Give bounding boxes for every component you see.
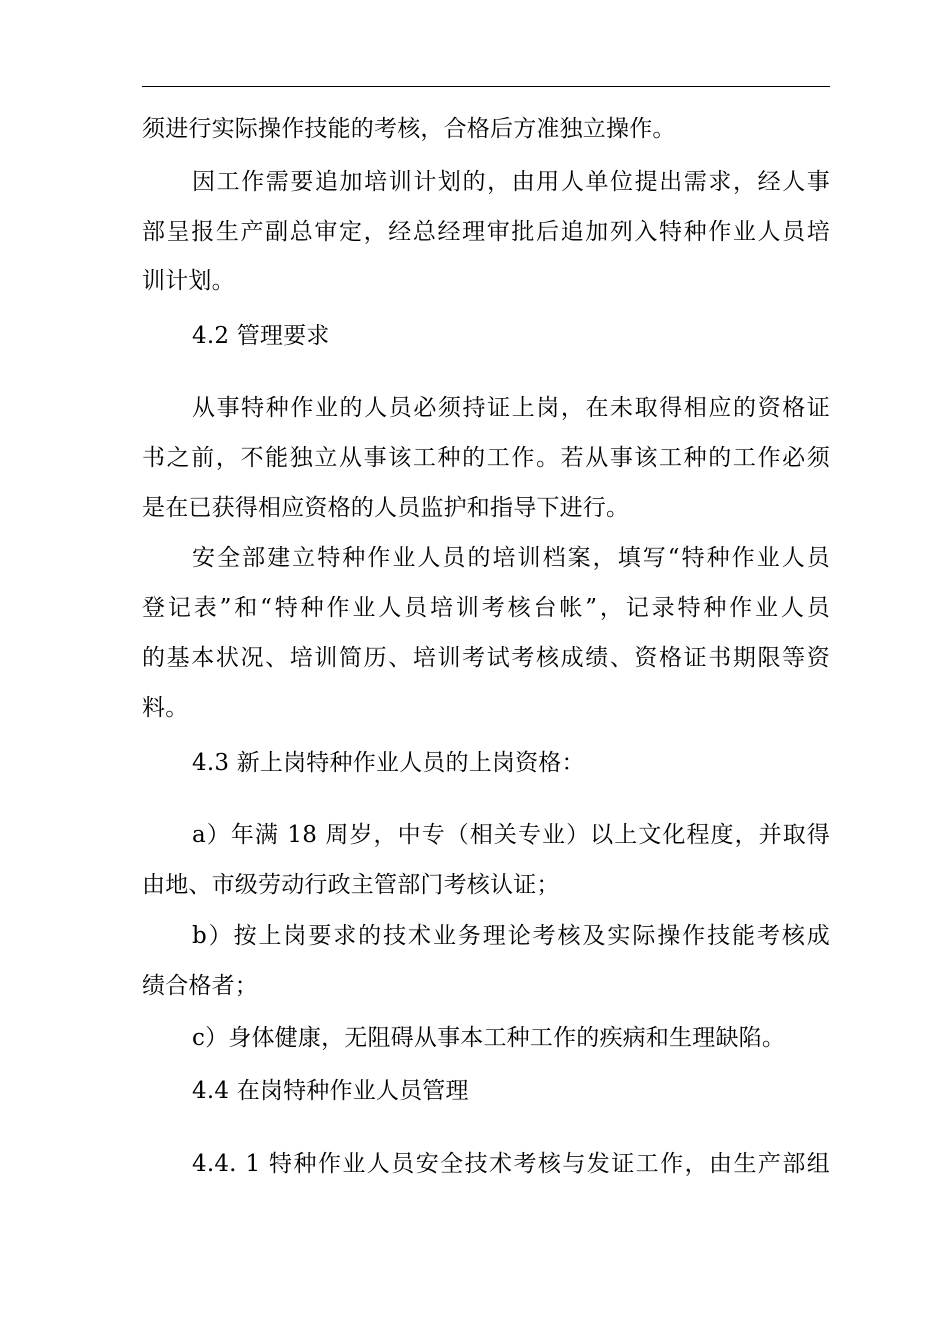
body-line: 料。	[142, 695, 189, 721]
body-line: 因工作需要追加培训计划的，由用人单位提出需求，经人事	[192, 169, 830, 195]
list-item-line: 由地、市级劳动行政主管部门考核认证；	[142, 872, 560, 898]
section-heading: 4.2 管理要求	[192, 323, 330, 349]
body-line: 从事特种作业的人员必须持证上岗，在未取得相应的资格证	[192, 395, 830, 421]
body-line: 训计划。	[142, 268, 235, 294]
header-rule	[142, 86, 830, 87]
body-line: 安全部建立特种作业人员的培训档案，填写“特种作业人员	[192, 545, 830, 571]
section-heading: 4.3 新上岗特种作业人员的上岗资格：	[192, 750, 585, 776]
list-item-line: b）按上岗要求的技术业务理论考核及实际操作技能考核成	[192, 923, 830, 949]
section-heading: 4.4 在岗特种作业人员管理	[192, 1078, 469, 1104]
body-line: 是在已获得相应资格的人员监护和指导下进行。	[142, 495, 630, 521]
list-item-line: c）身体健康，无阻碍从事本工种工作的疾病和生理缺陷。	[192, 1025, 786, 1051]
body-line: 书之前，不能独立从事该工种的工作。若从事该工种的工作必须	[142, 445, 830, 471]
body-line: 部呈报生产副总审定，经总经理审批后追加列入特种作业人员培	[142, 219, 830, 245]
body-line: 登记表”和“特种作业人员培训考核台帐”，记录特种作业人员	[142, 595, 830, 621]
body-line: 的基本状况、培训简历、培训考试考核成绩、资格证书期限等资	[142, 645, 830, 671]
body-line: 须进行实际操作技能的考核，合格后方准独立操作。	[142, 116, 676, 142]
list-item-line: 绩合格者；	[142, 973, 258, 999]
body-line: 4.4. 1 特种作业人员安全技术考核与发证工作，由生产部组	[192, 1151, 830, 1177]
list-item-line: a）年满 18 周岁，中专（相关专业）以上文化程度，并取得	[192, 822, 830, 848]
